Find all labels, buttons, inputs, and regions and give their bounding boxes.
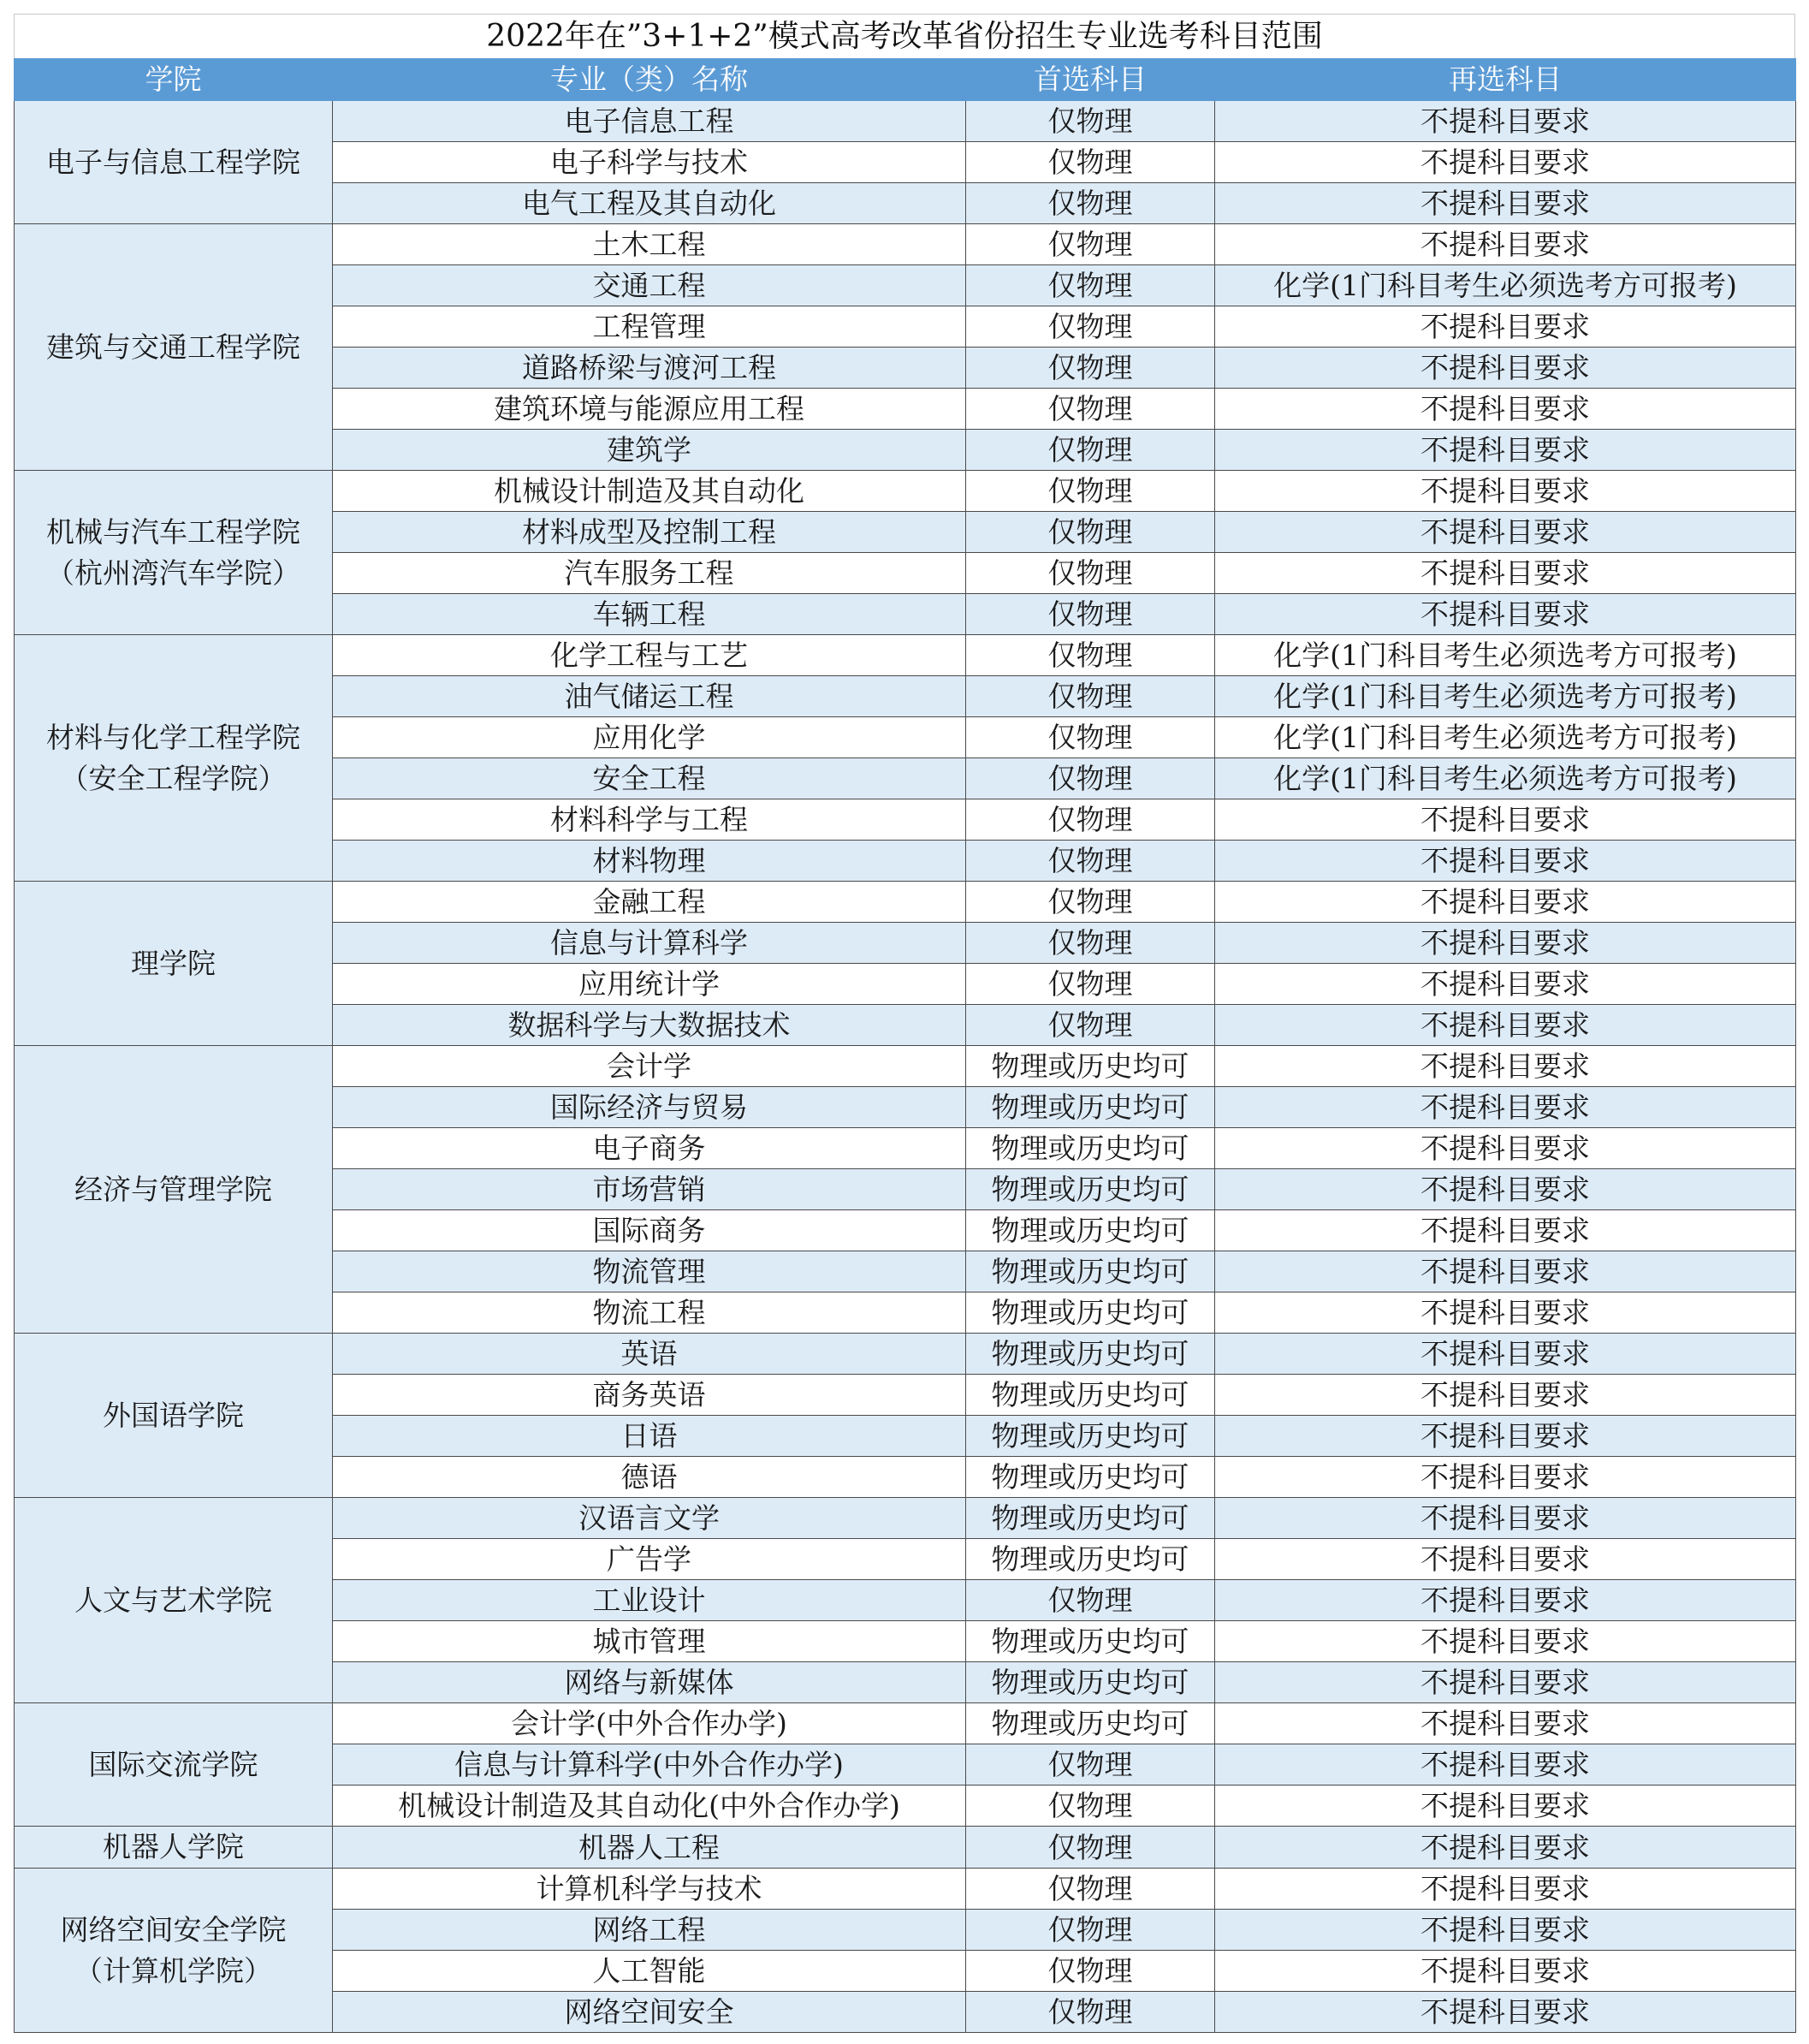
first-subject-cell: 仅物理 (966, 306, 1215, 348)
major-cell: 金融工程 (333, 882, 966, 923)
college-name-line: （安全工程学院） (60, 761, 287, 795)
college-name-line: 机器人学院 (103, 1830, 244, 1863)
first-subject-cell: 物理或历史均可 (966, 1169, 1215, 1210)
table-header-row (15, 59, 1796, 101)
second-subject-cell: 不提科目要求 (1215, 1005, 1796, 1046)
first-subject-cell: 仅物理 (966, 553, 1215, 594)
first-subject-cell: 仅物理 (966, 594, 1215, 635)
first-subject-cell: 仅物理 (966, 1827, 1215, 1869)
first-subject-cell: 仅物理 (966, 471, 1215, 512)
second-subject-cell: 不提科目要求 (1215, 1169, 1796, 1210)
college-name-line: 经济与管理学院 (74, 1172, 272, 1206)
college-cell (15, 471, 333, 635)
major-cell: 人工智能 (333, 1951, 966, 1992)
table-row (15, 1334, 1796, 1375)
table-row (15, 101, 1796, 142)
second-subject-cell: 不提科目要求 (1215, 1703, 1796, 1744)
college-name-line: （计算机学院） (74, 1953, 272, 1988)
header-first-subject: 首选科目 (966, 59, 1215, 101)
second-subject-cell: 不提科目要求 (1215, 841, 1796, 882)
major-cell: 物流工程 (333, 1292, 966, 1334)
second-subject-cell: 化学(1门科目考生必须选考方可报考) (1215, 676, 1796, 717)
second-subject-cell: 不提科目要求 (1215, 183, 1796, 224)
major-cell: 机械设计制造及其自动化 (333, 471, 966, 512)
major-cell: 信息与计算科学 (333, 923, 966, 964)
major-cell: 物流管理 (333, 1251, 966, 1292)
college-name-line: 机械与汽车工程学院 (46, 514, 300, 549)
second-subject-cell: 不提科目要求 (1215, 923, 1796, 964)
second-subject-cell: 不提科目要求 (1215, 1375, 1796, 1416)
second-subject-cell: 不提科目要求 (1215, 1786, 1796, 1827)
first-subject-cell: 仅物理 (966, 1786, 1215, 1827)
second-subject-cell: 化学(1门科目考生必须选考方可报考) (1215, 717, 1796, 758)
college-cell (15, 1334, 333, 1498)
college-cell (15, 1827, 333, 1869)
second-subject-cell: 不提科目要求 (1215, 1334, 1796, 1375)
second-subject-cell: 化学(1门科目考生必须选考方可报考) (1215, 635, 1796, 676)
second-subject-cell: 不提科目要求 (1215, 471, 1796, 512)
first-subject-cell: 物理或历史均可 (966, 1087, 1215, 1128)
second-subject-cell: 化学(1门科目考生必须选考方可报考) (1215, 265, 1796, 306)
second-subject-cell: 不提科目要求 (1215, 1128, 1796, 1169)
second-subject-cell: 不提科目要求 (1215, 1498, 1796, 1539)
table-row (15, 1046, 1796, 1087)
second-subject-cell: 不提科目要求 (1215, 1951, 1796, 1992)
major-cell: 英语 (333, 1334, 966, 1375)
second-subject-cell: 不提科目要求 (1215, 1416, 1796, 1457)
first-subject-cell: 物理或历史均可 (966, 1703, 1215, 1744)
second-subject-cell: 化学(1门科目考生必须选考方可报考) (1215, 758, 1796, 799)
major-cell: 电子信息工程 (333, 101, 966, 142)
major-cell: 电子科学与技术 (333, 142, 966, 183)
first-subject-cell: 仅物理 (966, 882, 1215, 923)
table-row (15, 224, 1796, 265)
first-subject-cell: 仅物理 (966, 635, 1215, 676)
first-subject-cell: 仅物理 (966, 1580, 1215, 1621)
major-cell: 化学工程与工艺 (333, 635, 966, 676)
college-cell (15, 635, 333, 882)
header-second-subject: 再选科目 (1215, 59, 1796, 101)
second-subject-cell: 不提科目要求 (1215, 101, 1796, 142)
second-subject-cell: 不提科目要求 (1215, 1087, 1796, 1128)
major-cell: 材料科学与工程 (333, 799, 966, 841)
major-cell: 材料物理 (333, 841, 966, 882)
table-row (15, 471, 1796, 512)
second-subject-cell: 不提科目要求 (1215, 348, 1796, 389)
college-cell (15, 1703, 333, 1827)
second-subject-cell: 不提科目要求 (1215, 1910, 1796, 1951)
first-subject-cell: 仅物理 (966, 799, 1215, 841)
college-name-line: 外国语学院 (103, 1398, 244, 1432)
first-subject-cell: 物理或历史均可 (966, 1621, 1215, 1662)
major-cell: 汉语言文学 (333, 1498, 966, 1539)
college-name-line: 人文与艺术学院 (74, 1583, 272, 1617)
college-name-line: 建筑与交通工程学院 (46, 330, 300, 364)
first-subject-cell: 仅物理 (966, 101, 1215, 142)
table-row (15, 1703, 1796, 1744)
major-cell: 计算机科学与技术 (333, 1869, 966, 1910)
college-cell (15, 1498, 333, 1703)
major-cell: 网络与新媒体 (333, 1662, 966, 1703)
first-subject-cell: 仅物理 (966, 758, 1215, 799)
major-cell: 油气储运工程 (333, 676, 966, 717)
major-cell: 商务英语 (333, 1375, 966, 1416)
college-cell (15, 1869, 333, 2033)
second-subject-cell: 不提科目要求 (1215, 1621, 1796, 1662)
first-subject-cell: 仅物理 (966, 348, 1215, 389)
college-name-line: 材料与化学工程学院 (46, 720, 300, 754)
header-college: 学院 (15, 59, 333, 101)
major-cell: 电子商务 (333, 1128, 966, 1169)
table-row (15, 1869, 1796, 1910)
major-cell: 交通工程 (333, 265, 966, 306)
table-row (15, 635, 1796, 676)
major-cell: 道路桥梁与渡河工程 (333, 348, 966, 389)
first-subject-cell: 仅物理 (966, 676, 1215, 717)
major-cell: 网络空间安全 (333, 1992, 966, 2033)
second-subject-cell: 不提科目要求 (1215, 1580, 1796, 1621)
major-cell: 安全工程 (333, 758, 966, 799)
major-cell: 汽车服务工程 (333, 553, 966, 594)
admission-table-sheet (14, 14, 1795, 2033)
second-subject-cell: 不提科目要求 (1215, 1992, 1796, 2033)
major-cell: 土木工程 (333, 224, 966, 265)
first-subject-cell: 物理或历史均可 (966, 1210, 1215, 1251)
second-subject-cell: 不提科目要求 (1215, 964, 1796, 1005)
college-cell (15, 101, 333, 224)
second-subject-cell: 不提科目要求 (1215, 1210, 1796, 1251)
header-major: 专业（类）名称 (333, 59, 966, 101)
major-cell: 国际商务 (333, 1210, 966, 1251)
second-subject-cell: 不提科目要求 (1215, 1662, 1796, 1703)
first-subject-cell: 物理或历史均可 (966, 1662, 1215, 1703)
first-subject-cell: 物理或历史均可 (966, 1251, 1215, 1292)
major-cell: 日语 (333, 1416, 966, 1457)
first-subject-cell: 仅物理 (966, 389, 1215, 430)
major-cell: 信息与计算科学(中外合作办学) (333, 1744, 966, 1786)
first-subject-cell: 仅物理 (966, 183, 1215, 224)
second-subject-cell: 不提科目要求 (1215, 1827, 1796, 1869)
second-subject-cell: 不提科目要求 (1215, 1251, 1796, 1292)
first-subject-cell: 仅物理 (966, 224, 1215, 265)
college-cell (15, 882, 333, 1046)
second-subject-cell: 不提科目要求 (1215, 1539, 1796, 1580)
major-cell: 机器人工程 (333, 1827, 966, 1869)
college-name-line: 电子与信息工程学院 (46, 145, 300, 179)
first-subject-cell: 仅物理 (966, 1005, 1215, 1046)
major-cell: 工业设计 (333, 1580, 966, 1621)
major-cell: 建筑环境与能源应用工程 (333, 389, 966, 430)
major-cell: 数据科学与大数据技术 (333, 1005, 966, 1046)
first-subject-cell: 仅物理 (966, 1869, 1215, 1910)
second-subject-cell: 不提科目要求 (1215, 430, 1796, 471)
major-cell: 城市管理 (333, 1621, 966, 1662)
table-row (15, 1498, 1796, 1539)
first-subject-cell: 物理或历史均可 (966, 1457, 1215, 1498)
second-subject-cell: 不提科目要求 (1215, 142, 1796, 183)
college-name-line: 国际交流学院 (88, 1747, 258, 1781)
major-cell: 建筑学 (333, 430, 966, 471)
first-subject-cell: 物理或历史均可 (966, 1292, 1215, 1334)
major-cell: 市场营销 (333, 1169, 966, 1210)
second-subject-cell: 不提科目要求 (1215, 799, 1796, 841)
college-cell (15, 1046, 333, 1334)
major-cell: 工程管理 (333, 306, 966, 348)
first-subject-cell: 仅物理 (966, 923, 1215, 964)
second-subject-cell: 不提科目要求 (1215, 389, 1796, 430)
first-subject-cell: 仅物理 (966, 1744, 1215, 1786)
first-subject-cell: 物理或历史均可 (966, 1046, 1215, 1087)
major-cell: 材料成型及控制工程 (333, 512, 966, 553)
first-subject-cell: 仅物理 (966, 265, 1215, 306)
first-subject-cell: 仅物理 (966, 841, 1215, 882)
first-subject-cell: 仅物理 (966, 142, 1215, 183)
first-subject-cell: 仅物理 (966, 964, 1215, 1005)
college-name-line: 理学院 (131, 946, 216, 980)
first-subject-cell: 仅物理 (966, 512, 1215, 553)
first-subject-cell: 仅物理 (966, 717, 1215, 758)
major-cell: 车辆工程 (333, 594, 966, 635)
second-subject-cell: 不提科目要求 (1215, 1869, 1796, 1910)
major-cell: 会计学 (333, 1046, 966, 1087)
second-subject-cell: 不提科目要求 (1215, 512, 1796, 553)
first-subject-cell: 物理或历史均可 (966, 1375, 1215, 1416)
subject-requirements-table (14, 58, 1796, 2033)
college-name-line: 网络空间安全学院 (60, 1912, 287, 1946)
second-subject-cell: 不提科目要求 (1215, 1744, 1796, 1786)
college-name-line: （杭州湾汽车学院） (46, 556, 300, 590)
major-cell: 德语 (333, 1457, 966, 1498)
major-cell: 网络工程 (333, 1910, 966, 1951)
first-subject-cell: 物理或历史均可 (966, 1539, 1215, 1580)
college-cell (15, 224, 333, 471)
table-body (15, 101, 1796, 2033)
second-subject-cell: 不提科目要求 (1215, 1457, 1796, 1498)
page-title: 2022年在”3+1+2”模式高考改革省份招生专业选考科目范围 (14, 14, 1795, 58)
first-subject-cell: 物理或历史均可 (966, 1498, 1215, 1539)
first-subject-cell: 仅物理 (966, 430, 1215, 471)
table-row (15, 882, 1796, 923)
major-cell: 国际经济与贸易 (333, 1087, 966, 1128)
first-subject-cell: 仅物理 (966, 1910, 1215, 1951)
first-subject-cell: 物理或历史均可 (966, 1416, 1215, 1457)
first-subject-cell: 物理或历史均可 (966, 1334, 1215, 1375)
table-row (15, 1827, 1796, 1869)
major-cell: 应用统计学 (333, 964, 966, 1005)
second-subject-cell: 不提科目要求 (1215, 224, 1796, 265)
second-subject-cell: 不提科目要求 (1215, 1046, 1796, 1087)
second-subject-cell: 不提科目要求 (1215, 306, 1796, 348)
second-subject-cell: 不提科目要求 (1215, 882, 1796, 923)
major-cell: 应用化学 (333, 717, 966, 758)
major-cell: 会计学(中外合作办学) (333, 1703, 966, 1744)
second-subject-cell: 不提科目要求 (1215, 1292, 1796, 1334)
first-subject-cell: 物理或历史均可 (966, 1128, 1215, 1169)
major-cell: 电气工程及其自动化 (333, 183, 966, 224)
major-cell: 机械设计制造及其自动化(中外合作办学) (333, 1786, 966, 1827)
second-subject-cell: 不提科目要求 (1215, 594, 1796, 635)
second-subject-cell: 不提科目要求 (1215, 553, 1796, 594)
first-subject-cell: 仅物理 (966, 1951, 1215, 1992)
first-subject-cell: 仅物理 (966, 1992, 1215, 2033)
major-cell: 广告学 (333, 1539, 966, 1580)
